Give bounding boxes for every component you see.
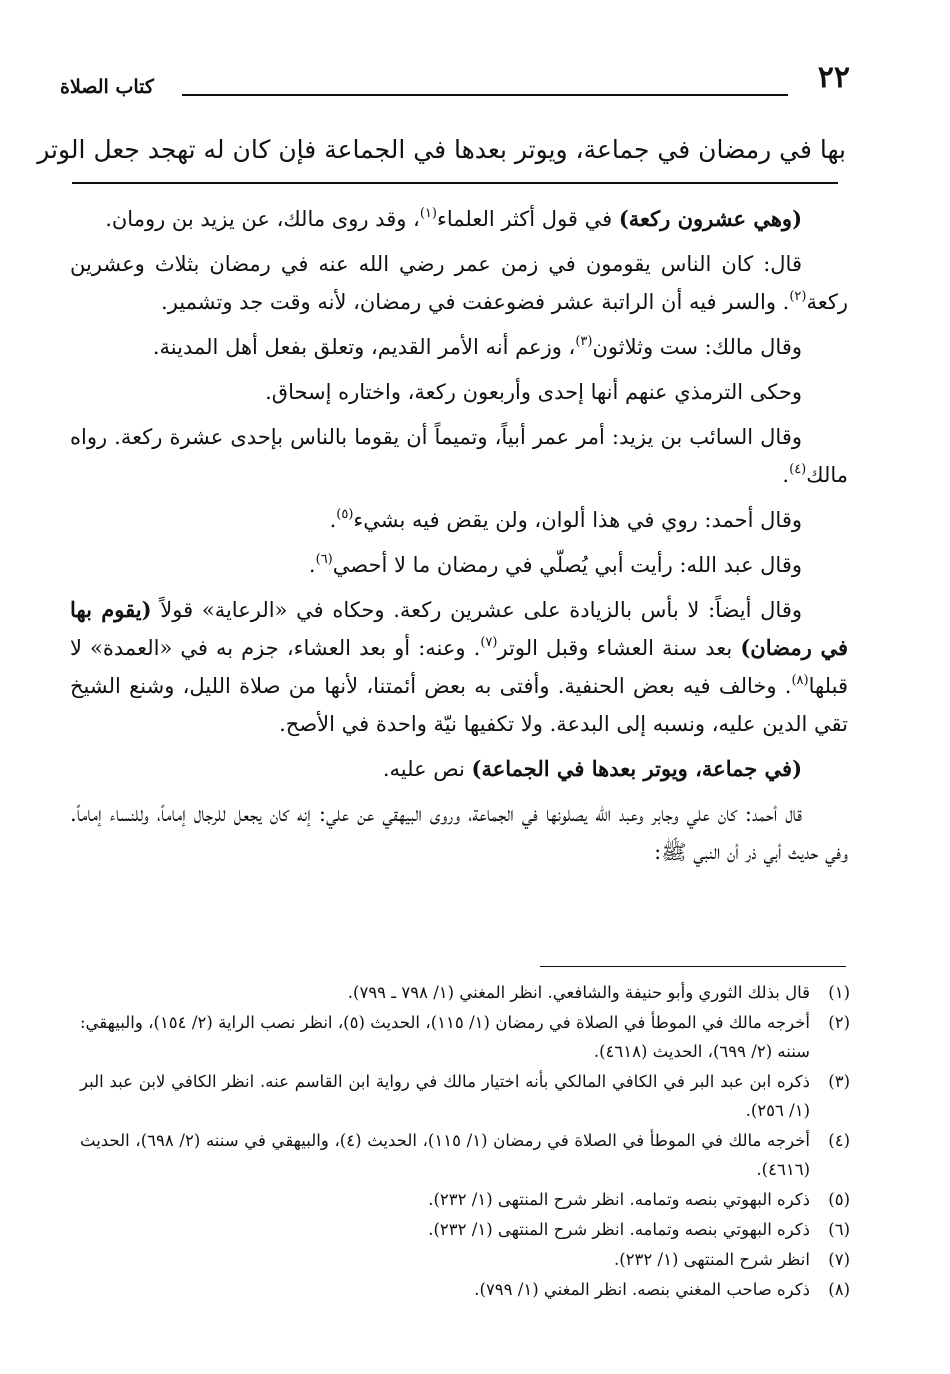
paragraph-text: . والسر فيه أن الراتبة عشر فضوعفت في رمضان، لأنه وقت جد وتشمير. [161, 290, 790, 314]
matn-quote: (في جماعة، ويوتر بعدها في الجماعة) [471, 756, 802, 781]
paragraph-text: قال أحمد: كان علي وجابر وعبد الله يصلونها في الجماعة، وروى البيهقي عن علي: إنه كان يجعل للرجال إماماً، وللنساء إماماً. وفي حديث أبي ذر أن النبي ﷺ: [70, 802, 848, 864]
paragraph [70, 328, 848, 366]
footnote [80, 978, 850, 1007]
matn-quote: (وهي عشرون ركعة) [618, 206, 802, 231]
paragraph [70, 750, 848, 788]
paragraph-text: في قول أكثر العلماء [436, 207, 619, 231]
footnote [80, 1126, 850, 1184]
footnote-text: ذكره صاحب المغني بنصه. انظر المغني (١/ ٧٩٩). [474, 1280, 810, 1299]
paragraph-text: وحكى الترمذي عنهم أنها إحدى وأربعون ركعة، واختاره إسحاق. [265, 380, 802, 404]
page-header [60, 58, 850, 104]
paragraph-text: ، وزعم أنه الأمر القديم، وتعلق بفعل أهل المدينة. [152, 335, 576, 359]
book-title: كتاب الصلاة [60, 76, 154, 98]
paragraph-text: . [782, 463, 790, 487]
footnote-number: (٣) [828, 1072, 850, 1091]
footnote [80, 1067, 850, 1125]
header-rule [182, 94, 788, 96]
footnote-ref[interactable]: (٥) [336, 507, 354, 522]
footnote-text: أخرجه مالك في الموطأ في الصلاة في رمضان (١/ ١١٥)، الحديث (٥)، انظر نصب الراية (٢/ ١٥٤)، والبيهقي: سننه (٢/ ٦٩٩)، الحديث (٤٦١٨). [80, 1013, 810, 1061]
footnote-ref[interactable]: (٨) [791, 673, 809, 688]
footnote-ref[interactable]: (٣) [575, 334, 593, 349]
paragraph-text: ، وقد روى مالك، عن يزيد بن رومان. [105, 207, 420, 231]
footnote [80, 1185, 850, 1214]
paragraph [70, 546, 848, 584]
footnotes [80, 978, 850, 1305]
footnote [80, 1008, 850, 1066]
paragraph [70, 245, 848, 321]
matn-quote: (يقوم بها في رمضان) [70, 597, 848, 660]
footnote-number: (٢) [828, 1013, 850, 1032]
paragraph-text: . [308, 553, 316, 577]
footnote-number: (٥) [828, 1190, 850, 1209]
footnote-number: (٦) [828, 1220, 850, 1239]
paragraph [70, 795, 848, 871]
paragraph-text: . [329, 508, 337, 532]
footnote-text: ذكره البهوتي بنصه وتمامه. انظر شرح المنتهى (١/ ٢٣٢). [428, 1220, 810, 1239]
footnote-separator [540, 966, 846, 967]
matn-text: بها في رمضان في جماعة، ويوتر بعدها في الجماعة فإن كان له تهجد جعل الوتر [37, 135, 846, 164]
paragraph [70, 200, 848, 238]
footnote-text: أخرجه مالك في الموطأ في الصلاة في رمضان (١/ ١١٥)، الحديث (٤)، والبيهقي في سننه (٢/ ٦٩٨)، الحديث (٤٦١٦). [80, 1131, 810, 1179]
commentary-body [70, 200, 848, 878]
footnote-text: قال بذلك الثوري وأبو حنيفة والشافعي. انظر المغني (١/ ٧٩٨ ـ ٧٩٩). [347, 983, 810, 1002]
footnote-number: (٤) [828, 1131, 850, 1150]
footnote-number: (١) [828, 983, 850, 1002]
paragraph-text: نص عليه. [382, 757, 472, 781]
paragraph [70, 418, 848, 494]
footnote-ref[interactable]: (٦) [315, 552, 333, 567]
footnote-text: ذكره البهوتي بنصه وتمامه. انظر شرح المنتهى (١/ ٢٣٢). [428, 1190, 810, 1209]
paragraph-text: وقال عبد الله: رأيت أبي يُصلّي في رمضان ما لا أحصي [332, 553, 802, 577]
footnote-ref[interactable]: (٢) [789, 289, 807, 304]
paragraph-text: . وخالف فيه بعض الحنفية. وأفتى به بعض أئمتنا، لأنها من صلاة الليل، وشنع الشيخ تقي الدين عليه، ونسبه إلى البدعة. ولا تكفيها نيّة واحدة في الأصح. [70, 674, 848, 736]
footnote [80, 1275, 850, 1304]
paragraph-text: بعد سنة العشاء وقبل الوتر [497, 636, 741, 660]
paragraph [70, 501, 848, 539]
paragraph-text: وقال أحمد: روي في هذا ألوان، ولن يقض فيه بشيء [353, 508, 802, 532]
footnote [80, 1215, 850, 1244]
footnote-ref[interactable]: (٤) [789, 462, 807, 477]
paragraph [70, 373, 848, 411]
paragraph-text: وقال مالك: ست وثلاثون [592, 335, 802, 359]
footnote-text: انظر شرح المنتهى (١/ ٢٣٢). [613, 1250, 810, 1269]
footnote-text: ذكره ابن عبد البر في الكافي المالكي بأنه اختيار مالك في رواية ابن القاسم عنه. انظر الكافي لابن عبد البر (١/ ٢٥٦). [80, 1072, 810, 1120]
paragraph-text: وقال أيضاً: لا بأس بالزيادة على عشرين ركعة. وحكاه في «الرعاية» قولاً [151, 598, 802, 622]
paragraph-text: . وعنه: أو بعد العشاء، جزم به في «العمدة» لا قبلها [70, 636, 848, 698]
paragraph [70, 591, 848, 743]
paragraph-text: قال: كان الناس يقومون في زمن عمر رضي الله عنه في رمضان بثلاث وعشرين ركعة [70, 252, 848, 314]
footnote-number: (٨) [828, 1280, 850, 1299]
paragraph-text: وقال السائب بن يزيد: أمر عمر أبياً، وتميماً أن يقوما بالناس بإحدى عشرة ركعة. رواه مالك [70, 425, 848, 487]
footnote-ref[interactable]: (١) [419, 206, 437, 221]
footnote-number: (٧) [828, 1250, 850, 1269]
footnote-ref[interactable]: (٧) [480, 635, 498, 650]
matn-rule [72, 182, 838, 184]
page-number: ٢٢ [817, 60, 850, 95]
footnote [80, 1245, 850, 1274]
